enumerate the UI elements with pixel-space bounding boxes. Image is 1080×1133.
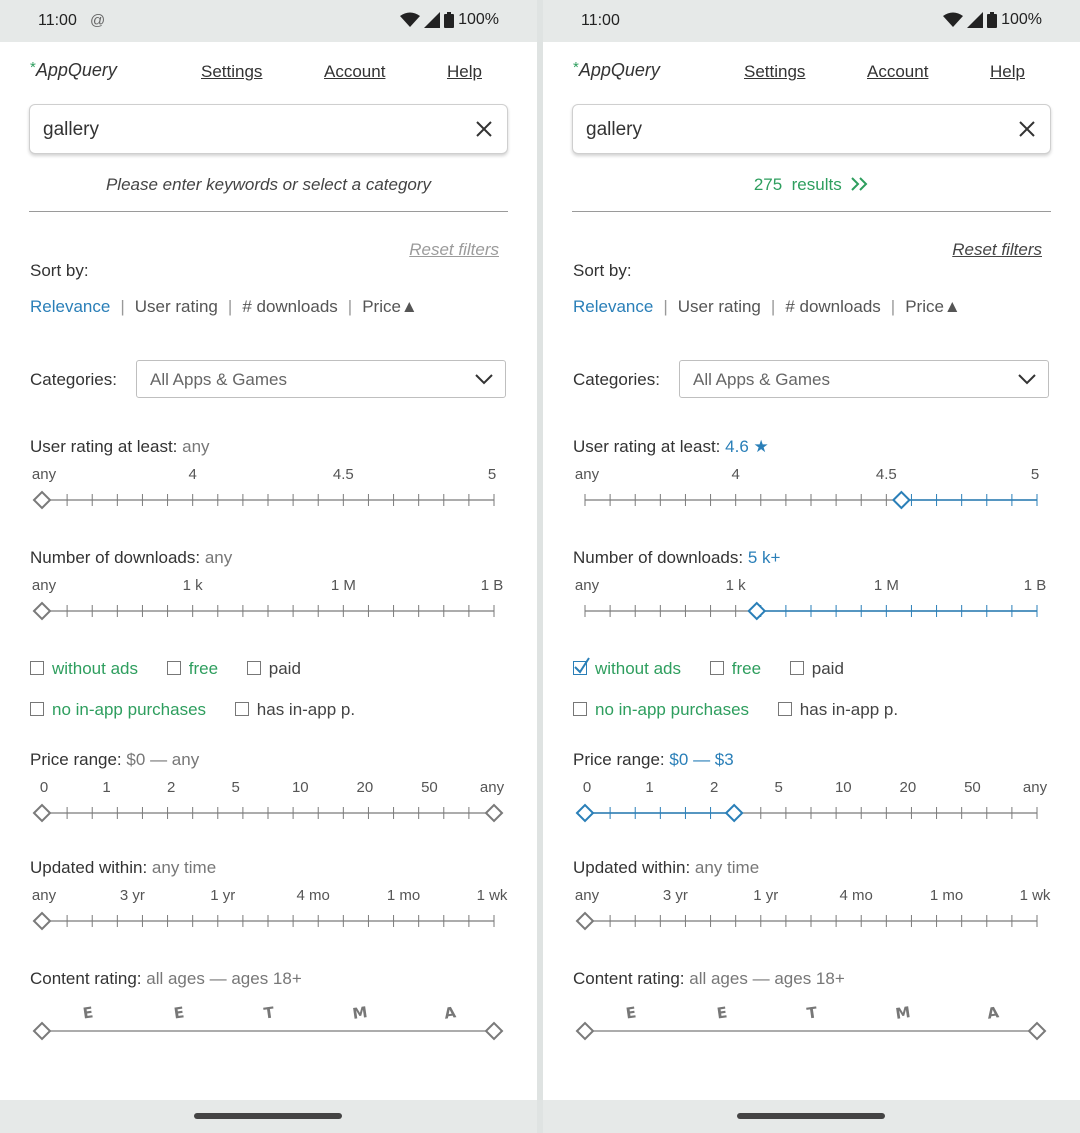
tick-label: 1 M — [873, 577, 899, 594]
checkbox-label: without ads — [52, 659, 138, 678]
tick-label: 1 yr — [753, 887, 779, 904]
settings-link[interactable]: Settings — [744, 62, 806, 81]
tick-label: any — [574, 887, 600, 904]
checkbox-label: free — [188, 659, 219, 678]
checkbox-label: paid — [811, 659, 844, 678]
tick-label: 1 — [645, 779, 654, 796]
slider-handle-high[interactable] — [486, 1023, 502, 1039]
categories-label: Categories: — [573, 370, 660, 389]
phone-screen-left — [0, 0, 537, 1133]
checkbox-has-in-app[interactable] — [778, 700, 898, 719]
price-label — [30, 750, 199, 770]
tick-label: 4 — [188, 466, 197, 483]
checkbox-no-in-app[interactable] — [30, 700, 206, 719]
tick-label: 0 — [39, 779, 49, 796]
rating-label — [30, 437, 210, 457]
signal-icon — [967, 12, 983, 28]
chevron-down-icon — [1018, 374, 1036, 385]
status-icons — [400, 11, 499, 29]
price-min: $0 — [126, 750, 146, 769]
clear-icon[interactable] — [474, 119, 494, 139]
help-link[interactable]: Help — [990, 62, 1025, 81]
checkbox-box[interactable] — [573, 661, 587, 675]
tick-label: 1 yr — [210, 887, 236, 904]
checkbox-row-1 — [30, 659, 301, 679]
content-rating-label — [573, 969, 845, 989]
reset-filters-link[interactable]: Reset filters — [409, 240, 499, 259]
tick-label: 5 — [487, 466, 497, 483]
downloads-label — [573, 548, 780, 568]
categories-value: All Apps & Games — [150, 370, 288, 389]
tick-label: 2 — [709, 779, 719, 796]
tick-label: 1 k — [182, 577, 203, 594]
sort-relevance[interactable]: Relevance — [573, 297, 654, 316]
slider-handle-high[interactable] — [1029, 1023, 1045, 1039]
checkmark-icon — [573, 657, 591, 675]
checkbox-label: has in-app p. — [256, 700, 356, 719]
downloads-label-text: Number of downloads: — [30, 548, 201, 567]
wifi-icon — [943, 12, 963, 28]
price-label — [573, 750, 734, 770]
checkbox-without-ads[interactable] — [573, 659, 681, 678]
tick-label: 1 mo — [386, 887, 421, 904]
status-bar — [543, 0, 1080, 42]
content-rating-label — [30, 969, 302, 989]
content-max: ages 18+ — [774, 969, 845, 988]
tick-label: any — [31, 887, 57, 904]
tick-label: 1 B — [1023, 577, 1047, 594]
sort-user-rating[interactable]: User rating — [134, 297, 218, 316]
slider-handle-low[interactable] — [577, 805, 593, 821]
logo-text: AppQuery — [35, 60, 117, 80]
battery-icon — [444, 12, 454, 28]
price-max: any — [171, 750, 200, 769]
slider-handle-low[interactable] — [34, 492, 50, 508]
help-link[interactable]: Help — [447, 62, 482, 81]
tick-label: 5 — [231, 779, 240, 796]
sort-price[interactable]: Price▲ — [362, 297, 418, 316]
checkbox-no-in-app[interactable] — [573, 700, 749, 719]
tick-label: 2 — [166, 779, 176, 796]
account-link[interactable]: Account — [324, 62, 386, 81]
checkbox-label: no in-app purchases — [595, 700, 750, 719]
checkbox-has-in-app[interactable] — [235, 700, 355, 719]
sort-user-rating[interactable]: User rating — [677, 297, 761, 316]
results-word: results — [791, 175, 842, 194]
tick-label: any — [31, 466, 57, 483]
notification-icon: @ — [90, 12, 106, 29]
status-time: 11:00 — [581, 12, 620, 29]
checkbox-box[interactable] — [167, 661, 181, 675]
tick-label: 4.5 — [875, 466, 897, 483]
content-rating-letter: E — [624, 1003, 638, 1023]
checkbox-free[interactable] — [167, 659, 218, 678]
tick-label: 4 mo — [296, 887, 330, 904]
divider — [29, 211, 508, 212]
search-input[interactable] — [29, 104, 508, 154]
battery-icon — [987, 12, 997, 28]
checkbox-box[interactable] — [573, 702, 587, 716]
content-label-text: Content rating: — [30, 969, 142, 988]
battery-percent: 100% — [458, 11, 499, 28]
downloads-label — [30, 548, 232, 568]
wifi-icon — [400, 12, 420, 28]
tick-label: 1 wk — [1019, 887, 1051, 904]
sort-downloads[interactable]: # downloads — [785, 297, 881, 316]
tick-label: 4.5 — [332, 466, 354, 483]
checkbox-label: paid — [268, 659, 301, 678]
content-rating-letter: M — [350, 1003, 369, 1023]
tick-label: 1 — [102, 779, 111, 796]
content-rating-letter: A — [442, 1003, 458, 1023]
checkbox-box[interactable] — [30, 702, 44, 716]
logo-text: AppQuery — [578, 60, 660, 80]
account-link[interactable]: Account — [867, 62, 929, 81]
content-rating-letter: A — [985, 1003, 1001, 1023]
tick-label: 1 B — [480, 577, 504, 594]
slider-handle-low[interactable] — [34, 913, 50, 929]
content-rating-letter: E — [715, 1003, 728, 1023]
search-input[interactable] — [572, 104, 1051, 154]
divider — [572, 211, 1051, 212]
slider-handle-high[interactable] — [486, 805, 502, 821]
sort-price[interactable]: Price▲ — [905, 297, 961, 316]
checkbox-without-ads[interactable] — [30, 659, 138, 678]
content-label-text: Content rating: — [573, 969, 685, 988]
tick-label: 20 — [356, 779, 374, 796]
content-min: all ages — [689, 969, 748, 988]
checkbox-box[interactable] — [778, 702, 792, 716]
sort-downloads[interactable]: # downloads — [242, 297, 338, 316]
tick-label: 4 — [731, 466, 740, 483]
rating-label-text: User rating at least: — [30, 437, 178, 456]
checkbox-free[interactable] — [710, 659, 761, 678]
content-rating-letter: M — [893, 1003, 912, 1023]
content-dash: — — [752, 969, 770, 988]
price-min: $0 — [669, 750, 689, 769]
signal-icon — [424, 12, 440, 28]
tick-label: 3 yr — [119, 887, 145, 904]
checkbox-row-2 — [30, 700, 355, 720]
checkbox-paid[interactable] — [247, 659, 301, 678]
tick-label: 1 M — [330, 577, 356, 594]
results-link[interactable] — [543, 175, 1080, 195]
updated-value: any time — [694, 858, 760, 877]
logo-star-icon: * — [573, 59, 579, 76]
updated-label — [573, 858, 759, 878]
tick-label: any — [479, 779, 505, 796]
home-handle[interactable] — [737, 1113, 885, 1119]
checkbox-box[interactable] — [30, 661, 44, 675]
categories-select[interactable] — [679, 360, 1049, 398]
tick-label: 1 wk — [476, 887, 508, 904]
sort-label: Sort by: — [573, 261, 632, 280]
price-dash: — — [693, 750, 711, 769]
downloads-value: 5 k+ — [747, 548, 781, 567]
slider-handle-low[interactable] — [749, 603, 765, 619]
sort-label: Sort by: — [30, 261, 89, 280]
tick-label: 1 mo — [929, 887, 964, 904]
rating-value: 4.6 ★ — [725, 437, 769, 456]
checkbox-row-1 — [573, 659, 844, 679]
tick-label: any — [31, 577, 57, 594]
content-max: ages 18+ — [231, 969, 302, 988]
status-time: 11:00 — [38, 12, 77, 29]
search-hint: Please enter keywords or select a category — [105, 175, 432, 194]
slider-handle-low[interactable] — [577, 1023, 593, 1039]
tick-label: 10 — [834, 779, 852, 796]
tick-label: 20 — [899, 779, 917, 796]
price-label-text: Price range: — [30, 750, 122, 769]
tick-label: 50 — [421, 779, 438, 796]
slider-handle-high[interactable] — [726, 805, 742, 821]
app-logo — [573, 60, 660, 81]
tick-label: 3 yr — [662, 887, 688, 904]
checkbox-label: without ads — [595, 659, 681, 678]
price-label-text: Price range: — [573, 750, 665, 769]
tick-label: 1 k — [725, 577, 746, 594]
battery-percent: 100% — [1001, 11, 1042, 28]
checkbox-label: has in-app p. — [799, 700, 899, 719]
content-dash: — — [209, 969, 227, 988]
sort-options: Relevance | User rating | # downloads | Price▲ — [30, 297, 418, 316]
reset-filters-link[interactable]: Reset filters — [952, 240, 1042, 259]
categories-value: All Apps & Games — [693, 370, 831, 389]
content-rating-letter: E — [172, 1003, 185, 1023]
slider-handle-low[interactable] — [577, 913, 593, 929]
categories-select[interactable] — [136, 360, 506, 398]
clear-icon[interactable] — [1017, 119, 1037, 139]
app-logo — [30, 60, 117, 81]
tick-label: any — [574, 466, 600, 483]
content-rating-letter: T — [805, 1003, 819, 1023]
logo-star-icon: * — [30, 59, 36, 76]
price-dash: — — [150, 750, 168, 769]
rating-label — [573, 437, 769, 457]
content-rating-letter: T — [262, 1003, 276, 1023]
tick-label: 5 — [1030, 466, 1040, 483]
chevron-down-icon — [475, 374, 493, 385]
slider-handle-low[interactable] — [34, 1023, 50, 1039]
tick-label: 10 — [291, 779, 309, 796]
tick-label: 0 — [582, 779, 592, 796]
checkbox-label: no in-app purchases — [52, 700, 207, 719]
results-count: 275 — [753, 175, 783, 194]
tick-label: any — [574, 577, 600, 594]
categories-label: Categories: — [30, 370, 117, 389]
navigation-bar — [0, 1100, 537, 1133]
phone-screen-right — [543, 0, 1080, 1133]
price-max: $3 — [714, 750, 734, 769]
content-rating-letter: E — [81, 1003, 95, 1023]
status-icons — [943, 11, 1042, 29]
updated-value: any time — [151, 858, 217, 877]
search-query: gallery — [586, 119, 642, 140]
slider-handle-low[interactable] — [34, 805, 50, 821]
home-handle[interactable] — [194, 1113, 342, 1119]
tick-label: any — [1022, 779, 1048, 796]
tick-label: 5 — [774, 779, 783, 796]
tick-label: 50 — [964, 779, 981, 796]
navigation-bar — [543, 1100, 1080, 1133]
double-chevron-right-icon — [851, 177, 869, 191]
downloads-value: any — [204, 548, 233, 567]
checkbox-box[interactable] — [247, 661, 261, 675]
search-query: gallery — [43, 119, 99, 140]
status-bar — [0, 0, 537, 42]
slider-handle-low[interactable] — [34, 603, 50, 619]
tick-label: 4 mo — [839, 887, 873, 904]
rating-value: any — [182, 437, 210, 456]
downloads-label-text: Number of downloads: — [573, 548, 744, 567]
settings-link[interactable]: Settings — [201, 62, 263, 81]
updated-label-text: Updated within: — [573, 858, 691, 877]
rating-label-text: User rating at least: — [573, 437, 721, 456]
sort-relevance[interactable]: Relevance — [30, 297, 111, 316]
checkbox-box[interactable] — [790, 661, 804, 675]
updated-label-text: Updated within: — [30, 858, 148, 877]
updated-label — [30, 858, 216, 878]
sort-options: Relevance | User rating | # downloads | Price▲ — [573, 297, 961, 316]
checkbox-box[interactable] — [235, 702, 249, 716]
checkbox-paid[interactable] — [790, 659, 844, 678]
checkbox-label: free — [731, 659, 762, 678]
content-min: all ages — [146, 969, 205, 988]
checkbox-row-2 — [573, 700, 898, 720]
checkbox-box[interactable] — [710, 661, 724, 675]
slider-handle-low[interactable] — [893, 492, 909, 508]
